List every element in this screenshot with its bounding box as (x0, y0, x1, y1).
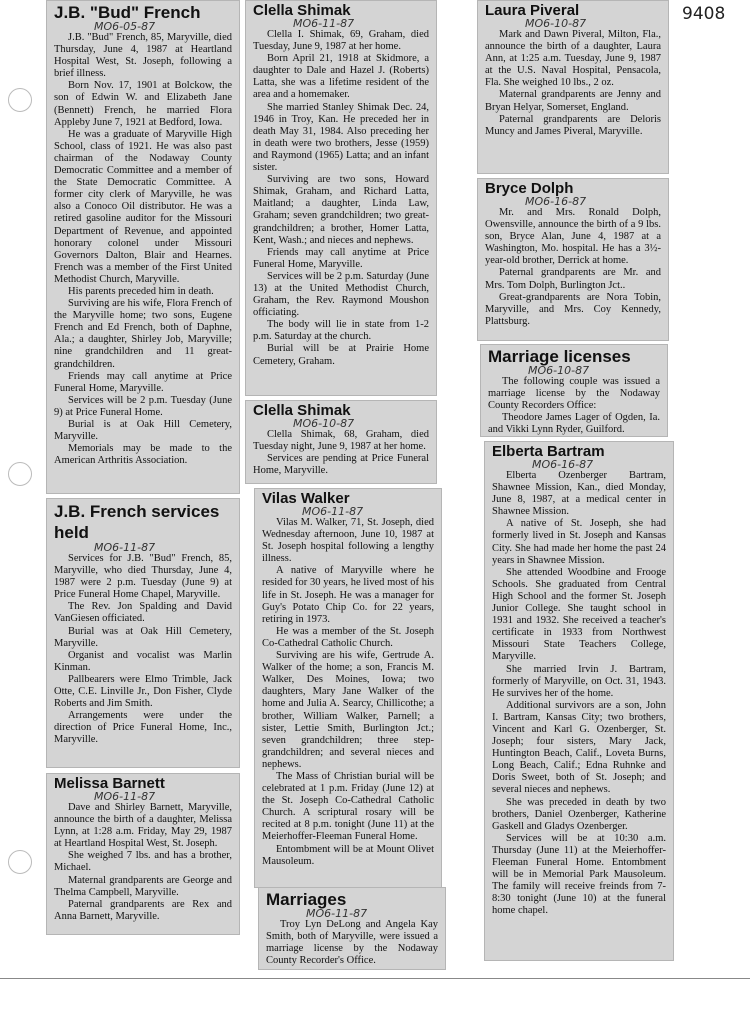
paragraph: Entombment will be at Mount Olivet Mausoleum. (262, 843, 434, 867)
clipping-body (54, 32, 232, 467)
date-stamp: MO6-11-87 (293, 17, 355, 30)
paragraph: J.B. "Bud" French, 85, Maryville, died Thursday, June 4, 1987 at Heartland Hospital West, St. Joseph, following a brief illness. (54, 32, 232, 80)
paragraph: She attended Woodbine and Frooge Schools. She graduated from Central High School and the former St. Joseph Junior College. She taught school in 1931 and 1932. She received a teacher's certificate in 1933 from Northwest Missouri State Teachers College, Maryville. (492, 566, 666, 663)
page-bottom-rule (0, 978, 750, 979)
clipping-melissa-barnett (46, 773, 240, 935)
clipping-heading: Elberta Bartram (492, 443, 605, 460)
paragraph: Paternal grandparents are Mr. and Mrs. Tom Dolph, Burlington Jct.. (485, 267, 661, 291)
clipping-body (262, 517, 434, 868)
paragraph: He was a member of the St. Joseph Co-Cathedral Catholic Church. (262, 625, 434, 649)
paragraph: The following couple was issued a marriage license by the Nodaway County Recorders Office: (488, 376, 660, 412)
paragraph: Friends may call anytime at Price Funeral Home, Maryville. (54, 370, 232, 394)
page-number: 9408 (682, 4, 726, 24)
date-stamp: MO6-10-87 (528, 364, 590, 377)
paragraph: The body will lie in state from 1-2 p.m. Saturday at the church. (253, 319, 429, 343)
clipping-body (253, 429, 429, 477)
clipping-heading: Laura Piveral (485, 2, 580, 19)
clipping-body (266, 919, 438, 967)
clipping-heading: J.B. "Bud" French (54, 3, 201, 22)
paragraph: Paternal grandparents are Deloris Muncy and James Piveral, Maryville. (485, 113, 661, 137)
paragraph: Dave and Shirley Barnett, Maryville, announce the birth of a daughter, Melissa Lynn, at 1:28 a.m. Friday, May 29, 1987 at Heartland Hospital West, St. Joseph. (54, 802, 232, 850)
paragraph: Clella Shimak, 68, Graham, died Tuesday night, June 9, 1987 at her home. (253, 429, 429, 453)
paragraph: Organist and vocalist was Marlin Kinman. (54, 649, 232, 673)
paragraph: She weighed 7 lbs. and has a brother, Michael. (54, 850, 232, 874)
clipping-bryce-dolph (477, 178, 669, 341)
paragraph: Maternal grandparents are George and Thelma Campbell, Maryville. (54, 874, 232, 898)
date-stamp: MO6-05-87 (94, 20, 156, 33)
date-stamp: MO6-16-87 (525, 195, 587, 208)
clipping-body (253, 29, 429, 368)
clipping-clella-shimak-obit (245, 0, 437, 396)
date-stamp: MO6-11-87 (302, 505, 364, 518)
date-stamp: MO6-11-87 (94, 541, 156, 554)
punch-hole-middle (8, 462, 32, 486)
clipping-body (492, 470, 666, 917)
date-stamp: MO6-10-87 (525, 17, 587, 30)
paragraph: The Rev. Jon Spalding and David VanGiesen officiated. (54, 601, 232, 625)
paragraph: A native of Maryville where he resided for 30 years, he lived most of his life in St. Joseph. He was a manager for Guy's Potato Chip Co. for 22 years, retiring in 1973. (262, 565, 434, 625)
clipping-marriage-licenses (480, 344, 668, 437)
paragraph: Born Nov. 17, 1901 at Bolckow, the son of Edwin W. and Elizabeth Jane (Bennett) French, he married Flora Appleby June 7, 1921 at Bedford, Iowa. (54, 80, 232, 128)
punch-hole-bottom (8, 850, 32, 874)
clipping-jb-french-services (46, 498, 240, 768)
clipping-heading: Clella Shimak (253, 2, 351, 19)
paragraph: Great-grandparents are Nora Tobin, Maryville, and Mrs. Coy Kennedy, Plattsburg. (485, 291, 661, 327)
paragraph: Clella I. Shimak, 69, Graham, died Tuesday, June 9, 1987 at her home. (253, 29, 429, 53)
clipping-heading: J.B. French services held (54, 502, 220, 542)
date-stamp: MO6-10-87 (293, 417, 355, 430)
clipping-clella-shimak-brief (245, 400, 437, 484)
paragraph: Services will be 2 p.m. Tuesday (June 9) at Price Funeral Home. (54, 394, 232, 418)
clipping-jb-french-obit (46, 0, 240, 494)
paragraph: He was a graduate of Maryville High School, class of 1921. He was also past chairman of the Nodaway County Democratic Committee and a member of the State Democratic Committee. A former city clerk of Maryville, he was also a Conoco Oil distributor. He was a retired gasoline auditor for the Missouri Department of Revenue, and appointed honorary colonel under Missouri Governors Dalton, Blair and Hearnes. French was a member of the First United Methodist Church, Maryville. (54, 128, 232, 285)
paragraph: Burial is at Oak Hill Cemetery, Maryville. (54, 419, 232, 443)
paragraph: She married Stanley Shimak Dec. 24, 1946 in Troy, Kan. He preceded her in death May 31, 1984. Also preceding her in death were two brothers, Jesse (1959) and Raymond (1965) Latta; and an infant sister. (253, 101, 429, 174)
date-stamp: MO6-11-87 (94, 790, 156, 803)
paragraph: Theodore James Lager of Ogden, Ia. and Vikki Lynn Ryder, Guilford. (488, 412, 660, 436)
paragraph: Vilas M. Walker, 71, St. Joseph, died Wednesday afternoon, June 10, 1987 at St. Joseph hospital following a lengthy illness. (262, 517, 434, 565)
paragraph: A native of St. Joseph, she had formerly lived in St. Joseph and Kansas City. She had made her home the past 24 years in Shawnee Mission. (492, 518, 666, 566)
paragraph: His parents preceded him in death. (68, 285, 214, 297)
paragraph: Mr. and Mrs. Ronald Dolph, Owensville, announce the birth of a 9 lbs. son, Bryce Alan, June 4, 1987 at a Washington, Mo. hospital. He has a 3½-year-old brother, Derrick at home. (485, 207, 661, 267)
paragraph: Services will be at 10:30 a.m. Thursday (June 11) at the Meierhoffer-Fleeman Funeral Home. Entombment will be in Memorial Park Mausoleum. The family will receive freinds from 7-8:30 tonight (June 10) at the funeral home chapel. (492, 832, 666, 917)
punch-hole-top (8, 88, 32, 112)
paragraph: Surviving are his wife, Gertrude A. Walker of the home; a son, Francis M. Walker, Des Moines, Iowa; two daughters, Mary Jane Walker of the home and Julia A. Searcy, Chillicothe; a brother, William Walker, Parnell; a sister, Lettie Smith, Burlington Jct.; seven grandchildren; three step-grandchildren; and several nieces and nephews. (262, 650, 434, 770)
clipping-elberta-bartram (484, 441, 674, 961)
paragraph: Troy Lyn DeLong and Angela Kay Smith, both of Maryville, were issued a marriage license by the Nodaway County Recorder's Office. (266, 919, 438, 967)
paragraph: Burial will be at Prairie Home Cemetery, Graham. (253, 343, 429, 367)
paragraph: Elberta Ozenberger Bartram, Shawnee Mission, Kan., died Monday, June 8, 1987, at a medical center in Shawnee Mission. (492, 470, 666, 518)
paragraph: Arrangements were under the direction of Price Funeral Home, Inc., Maryville. (54, 710, 232, 746)
clipping-marriages (258, 887, 446, 970)
paragraph: Additional survivors are a son, John I. Bartram, Kansas City; two brothers, Vincent and Karl G. Ozenberger, St. Joseph; four sisters, Mary Jack, Huntington Beach, Calif., Loveta Burns, Long Beach, Calif.; Edna Ruhnke and Doris Sweet, both of St. Joseph; and several nieces and nephews. (492, 699, 666, 796)
paragraph: Burial was at Oak Hill Cemetery, Maryville. (54, 625, 232, 649)
paragraph: Mark and Dawn Piveral, Milton, Fla., announce the birth of a daughter, Laura Ann, at 1:25 a.m. Tuesday, June 9, 1987 at the U.S. Naval Hospital, Pensacola, Fla. She weighed 10 lbs., 2 oz. (485, 29, 661, 89)
paragraph: Paternal grandparents are Rex and Anna Barnett, Maryville. (54, 898, 232, 922)
clipping-laura-piveral (477, 0, 669, 174)
paragraph: Pallbearers were Elmo Trimble, Jack Otte, C.E. Linville Jr., Don Fisher, Clyde Roberts and Jim Smith. (54, 673, 232, 710)
paragraph: Maternal grandparents are Jenny and Bryan Helyar, Somerset, England. (485, 89, 661, 113)
paragraph: Born April 21, 1918 at Skidmore, a daughter to Dale and Hazel J. (Roberts) Latta, she was a lifetime resident of the area and a homemaker. (253, 53, 429, 101)
paragraph: Services will be 2 p.m. Saturday (June 13) at the United Methodist Church, Graham, the Rev. Raymond Moushon officiating. (253, 270, 429, 319)
clipping-heading: Marriage licenses (488, 347, 631, 366)
clipping-body (485, 29, 661, 138)
clipping-body (54, 553, 232, 747)
paragraph: Services for J.B. "Bud" French, 85, Maryville, who died Thursday, June 4, 1987 were 2 p.m. Tuesday (June 9) at Price Funeral Home Chapel, Maryville. (54, 553, 232, 601)
paragraph: Services are pending at Price Funeral Home, Maryville. (253, 453, 429, 477)
clipping-heading: Marriages (266, 890, 347, 909)
paragraph: Surviving are his wife, Flora French of the Maryville home; two sons, Eugene French and Ed French, both of Daphne, Ala.; a daughter, Shirley Job, Maryville; nine grandchildren and 11 great-grandchildren. (54, 298, 232, 370)
date-stamp: MO6-16-87 (532, 458, 594, 471)
paragraph: Memorials may be made to the American Arthritis Association. (54, 443, 232, 467)
clipping-heading: Bryce Dolph (485, 180, 574, 197)
clipping-heading: Vilas Walker (262, 490, 350, 507)
paragraph: She married Irvin J. Bartram, formerly of Maryville, on Oct. 31, 1943. He survives her of the home. (492, 663, 666, 699)
paragraph: Friends may call anytime at Price Funeral Home, Maryville. (253, 246, 429, 270)
clipping-heading: Clella Shimak (253, 402, 351, 419)
paragraph: The Mass of Christian burial will be celebrated at 1 p.m. Friday (June 12) at the St. Joseph Co-Cathedral Catholic Church. A scriptural rosary will be recited at 8 p.m. tonight (June 11) at the Meierhoffer-Fleeman Funeral Home. (262, 770, 434, 843)
paragraph: She was preceded in death by two brothers, Daniel Ozenberger, Katherine Gaskell and Gladys Ozenberger. (492, 796, 666, 832)
date-stamp: MO6-11-87 (306, 907, 368, 920)
clipping-body (485, 207, 661, 328)
clipping-heading: Melissa Barnett (54, 775, 165, 792)
paragraph: Surviving are two sons, Howard Shimak, Graham, and Richard Latta, Maitland; a daughter, Linda Law, Graham; seven grandchildren; two great-grandchildren; a brother, Homer Latta, Kent, Wash.; and nieces and nephews. (253, 174, 429, 246)
clipping-body (54, 802, 232, 923)
clipping-body (488, 376, 660, 436)
clipping-vilas-walker (254, 488, 442, 888)
